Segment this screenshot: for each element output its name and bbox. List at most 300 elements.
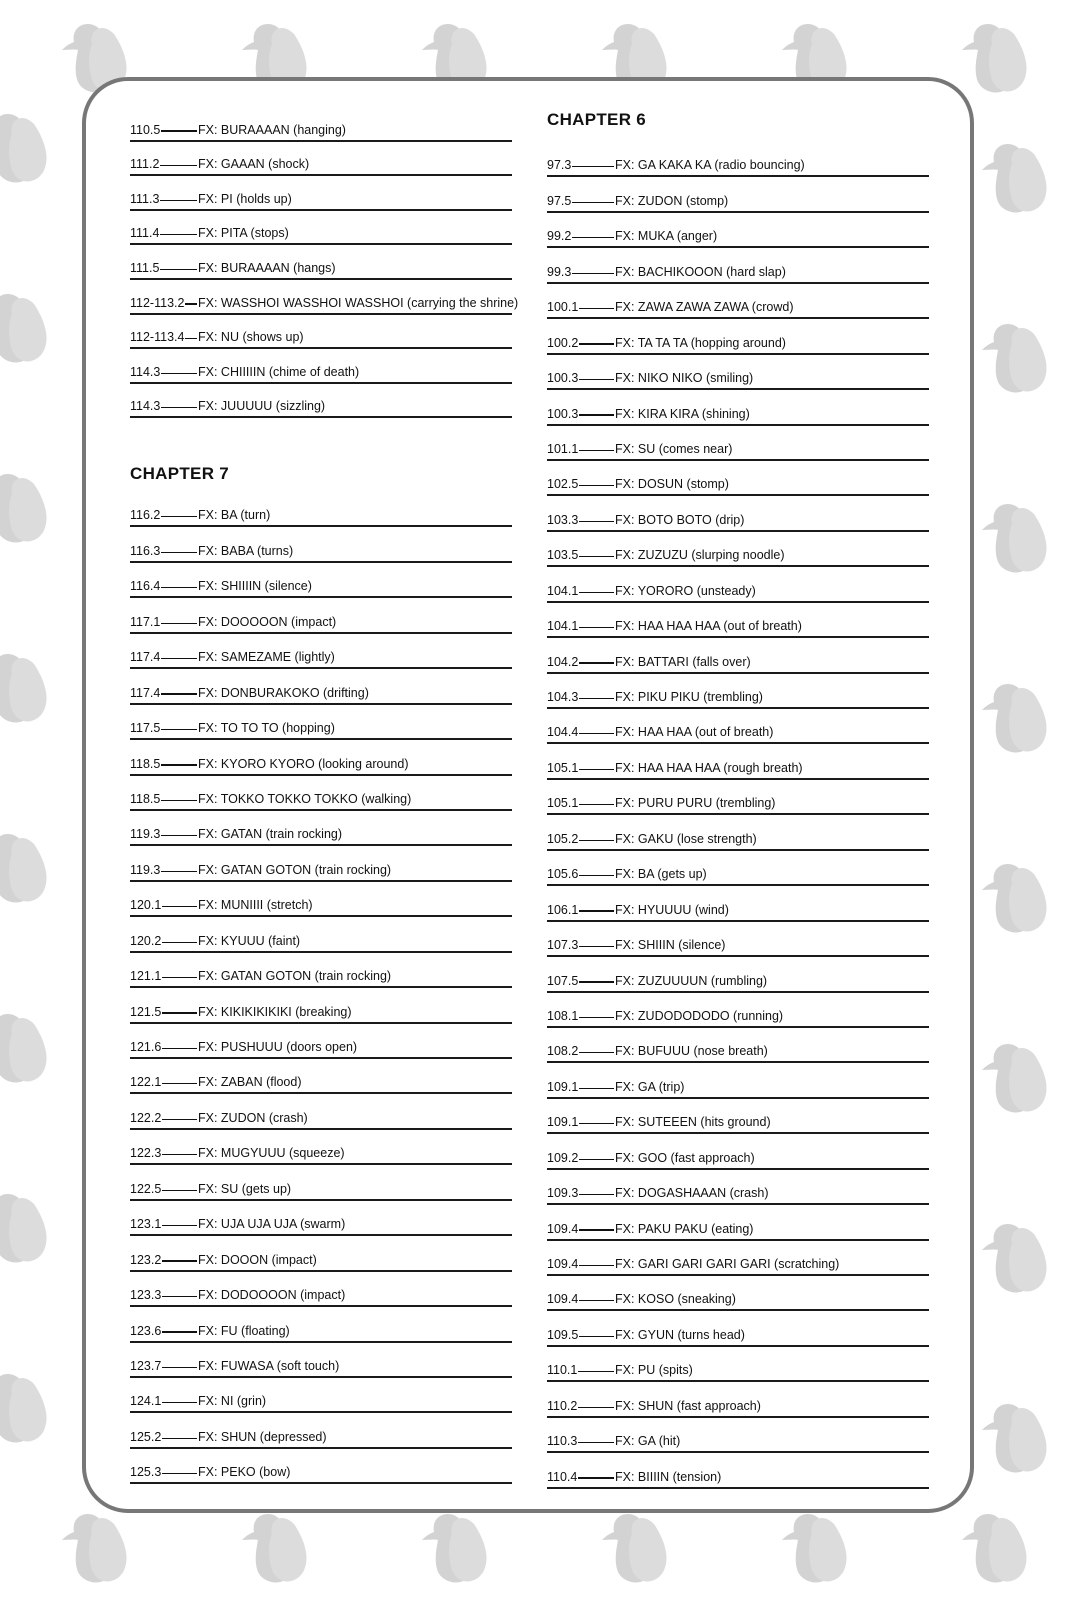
fx-entry bbox=[547, 922, 929, 957]
leader-dash bbox=[579, 910, 614, 911]
leader-dash bbox=[579, 769, 614, 770]
fx-page-ref: 110.1 bbox=[547, 1363, 578, 1378]
fx-entry bbox=[547, 1453, 929, 1488]
leader-dash bbox=[162, 1190, 197, 1191]
fx-page-ref: 117.4 bbox=[130, 650, 161, 665]
fx-description: FX: MUNIIII (stretch) bbox=[198, 898, 313, 913]
leader-dash bbox=[162, 942, 197, 943]
fx-entry bbox=[547, 1382, 929, 1417]
fx-description: FX: ZUDON (crash) bbox=[198, 1110, 308, 1125]
fx-entry bbox=[130, 527, 512, 562]
fx-description: FX: ZABAN (flood) bbox=[198, 1075, 302, 1090]
fx-page-ref: 109.4 bbox=[547, 1221, 579, 1236]
leader-dash bbox=[162, 1012, 197, 1013]
chapter6-continued-list bbox=[130, 107, 519, 418]
fx-entry bbox=[130, 705, 512, 740]
chapter7-list bbox=[130, 492, 512, 1484]
fx-entry bbox=[130, 211, 512, 246]
fx-description: FX: GATAN GOTON (train rocking) bbox=[198, 862, 392, 877]
fx-description: FX: HAA HAA (out of breath) bbox=[615, 725, 774, 740]
fx-description: FX: UJA UJA UJA (swarm) bbox=[198, 1217, 346, 1232]
fx-entry bbox=[130, 349, 512, 384]
fx-page-ref: 109.1 bbox=[547, 1079, 579, 1094]
fx-entry bbox=[547, 461, 929, 496]
fx-entry bbox=[130, 492, 512, 527]
fx-entry bbox=[130, 1094, 512, 1129]
fx-page-ref: 105.2 bbox=[547, 831, 579, 846]
leader-dash bbox=[572, 202, 614, 203]
fx-page-ref: 123.6 bbox=[130, 1323, 162, 1338]
fx-entry bbox=[547, 142, 929, 177]
leader-dash bbox=[578, 1407, 614, 1408]
leader-dash bbox=[579, 698, 614, 699]
fx-entry bbox=[130, 740, 512, 775]
fx-entry bbox=[547, 496, 929, 531]
leader-dash bbox=[160, 269, 197, 270]
leader-dash bbox=[579, 1052, 614, 1053]
fx-description: FX: KIRA KIRA (shining) bbox=[615, 406, 750, 421]
fx-page-ref: 108.1 bbox=[547, 1008, 579, 1023]
fx-page-ref: 111.2 bbox=[130, 157, 160, 172]
fx-page-ref: 111.4 bbox=[130, 226, 160, 241]
fx-page-ref: 110.2 bbox=[547, 1398, 578, 1413]
fx-page-ref: 99.2 bbox=[547, 229, 572, 244]
leader-dash bbox=[572, 166, 614, 167]
fx-entry bbox=[130, 1130, 512, 1165]
fx-page-ref: 105.1 bbox=[547, 760, 579, 775]
fx-page-ref: 110.4 bbox=[547, 1469, 578, 1484]
leader-dash bbox=[161, 658, 197, 659]
fx-description: FX: GA (hit) bbox=[615, 1434, 681, 1449]
leader-dash bbox=[579, 840, 614, 841]
leader-dash bbox=[572, 273, 614, 274]
leader-dash bbox=[162, 977, 197, 978]
leader-dash bbox=[162, 1260, 197, 1261]
fx-page-ref: 116.2 bbox=[130, 508, 161, 523]
leader-dash bbox=[579, 592, 614, 593]
fx-page-ref: 122.2 bbox=[130, 1110, 162, 1125]
fx-entry bbox=[547, 780, 929, 815]
leader-dash bbox=[578, 1371, 614, 1372]
fx-page-ref: 117.4 bbox=[130, 685, 161, 700]
fx-description: FX: ZUZUZU (slurping noodle) bbox=[615, 548, 785, 563]
leader-dash bbox=[161, 407, 197, 408]
leader-dash bbox=[161, 729, 197, 730]
fx-page-ref: 121.1 bbox=[130, 969, 162, 984]
leader-dash bbox=[160, 165, 197, 166]
fx-entry bbox=[547, 1418, 929, 1453]
fx-description: FX: PITA (stops) bbox=[198, 226, 289, 241]
fx-page-ref: 100.3 bbox=[547, 371, 579, 386]
leader-dash bbox=[162, 1473, 197, 1474]
leader-dash bbox=[160, 200, 197, 201]
fx-description: FX: HYUUUU (wind) bbox=[615, 902, 729, 917]
fx-page-ref: 97.5 bbox=[547, 193, 572, 208]
fx-entry bbox=[547, 390, 929, 425]
fx-page-ref: 105.1 bbox=[547, 796, 579, 811]
leader-dash bbox=[579, 1194, 614, 1195]
fx-description: FX: YORORO (unsteady) bbox=[615, 583, 756, 598]
fx-description: FX: BURAAAAN (hangs) bbox=[198, 260, 336, 275]
fx-entry bbox=[547, 1170, 929, 1205]
fx-description: FX: ZUDON (stomp) bbox=[615, 193, 729, 208]
fx-entry bbox=[547, 1099, 929, 1134]
fx-description: FX: DONBURAKOKO (drifting) bbox=[198, 685, 369, 700]
leader-dash bbox=[579, 1088, 614, 1089]
leader-dash bbox=[161, 764, 197, 765]
fx-page-ref: 117.1 bbox=[130, 614, 161, 629]
fx-description: FX: MUKA (anger) bbox=[615, 229, 718, 244]
leader-dash bbox=[572, 237, 614, 238]
fx-description: FX: DOOOOON (impact) bbox=[198, 614, 337, 629]
leader-dash bbox=[162, 1367, 197, 1368]
fx-description: FX: BIIIIN (tension) bbox=[615, 1469, 722, 1484]
fx-page-ref: 100.1 bbox=[547, 300, 579, 315]
fx-description: FX: ZUDODODODO (running) bbox=[615, 1008, 784, 1023]
fx-entry bbox=[547, 248, 929, 283]
fx-entry bbox=[547, 957, 929, 992]
fx-entry bbox=[130, 1449, 512, 1484]
leader-dash bbox=[579, 1265, 614, 1266]
fx-page-ref: 119.3 bbox=[130, 827, 161, 842]
leader-dash bbox=[579, 662, 614, 663]
fx-page-ref: 103.5 bbox=[547, 548, 579, 563]
fx-entry bbox=[547, 1028, 929, 1063]
fx-entry bbox=[547, 674, 929, 709]
fx-entry bbox=[547, 1276, 929, 1311]
fx-entry bbox=[130, 315, 512, 350]
fx-page-ref: 104.3 bbox=[547, 690, 579, 704]
fx-page-ref: 119.3 bbox=[130, 862, 161, 877]
fx-entry bbox=[130, 669, 512, 704]
fx-entry bbox=[547, 815, 929, 850]
fx-entry bbox=[130, 598, 512, 633]
leader-dash bbox=[579, 521, 614, 522]
fx-description: FX: BA (turn) bbox=[198, 508, 271, 523]
fx-description: FX: HAA HAA HAA (rough breath) bbox=[615, 760, 803, 775]
leader-dash bbox=[162, 906, 197, 907]
fx-description: FX: BA (gets up) bbox=[615, 867, 707, 882]
fx-page-ref: 118.5 bbox=[130, 791, 161, 806]
fx-description: FX: DOSUN (stomp) bbox=[615, 477, 729, 492]
fx-description: FX: PEKO (bow) bbox=[198, 1465, 291, 1480]
fx-page-ref: 112-113.2 bbox=[130, 295, 185, 310]
fx-page-ref: 99.3 bbox=[547, 264, 572, 279]
leader-dash bbox=[160, 234, 197, 235]
fx-page-ref: 123.1 bbox=[130, 1217, 162, 1232]
fx-description: FX: SU (gets up) bbox=[198, 1181, 292, 1196]
fx-entry bbox=[130, 917, 512, 952]
fx-description: FX: GYUN (turns head) bbox=[615, 1327, 745, 1342]
leader-dash bbox=[161, 800, 197, 801]
fx-page-ref: 109.4 bbox=[547, 1292, 579, 1307]
fx-entry bbox=[547, 532, 929, 567]
fx-entry bbox=[130, 811, 512, 846]
fx-page-ref: 104.1 bbox=[547, 583, 579, 598]
fx-description: FX: GAAAN (shock) bbox=[198, 157, 310, 172]
leader-dash bbox=[162, 1048, 197, 1049]
leader-dash bbox=[185, 338, 197, 339]
leader-dash bbox=[578, 1442, 614, 1443]
fx-description: FX: MUGYUUU (squeeze) bbox=[198, 1146, 345, 1161]
fx-entry bbox=[130, 1413, 512, 1448]
leader-dash bbox=[579, 379, 614, 380]
leader-dash bbox=[578, 1477, 614, 1478]
fx-description: FX: DOGASHAAAN (crash) bbox=[615, 1186, 769, 1201]
leader-dash bbox=[161, 130, 197, 131]
leader-dash bbox=[161, 871, 197, 872]
leader-dash bbox=[579, 450, 614, 451]
fx-entry bbox=[130, 1236, 512, 1271]
leader-dash bbox=[579, 414, 614, 415]
fx-description: FX: BUFUUU (nose breath) bbox=[615, 1044, 768, 1059]
fx-page-ref: 122.1 bbox=[130, 1075, 162, 1090]
fx-page-ref: 112-113.4 bbox=[130, 330, 185, 345]
leader-dash bbox=[579, 804, 614, 805]
fx-entry bbox=[130, 142, 512, 177]
fx-entry bbox=[547, 213, 929, 248]
fx-description: FX: KYORO KYORO (looking around) bbox=[198, 756, 409, 771]
fx-description: FX: PIKU PIKU (trembling) bbox=[615, 690, 763, 704]
fx-entry bbox=[130, 1272, 512, 1307]
fx-page-ref: 109.4 bbox=[547, 1257, 579, 1271]
fx-description: FX: SUTEEEN (hits ground) bbox=[615, 1115, 771, 1130]
fx-description: FX: HAA HAA HAA (out of breath) bbox=[615, 619, 802, 634]
fx-description: FX: GATAN (train rocking) bbox=[198, 827, 343, 842]
fx-page-ref: 97.3 bbox=[547, 158, 572, 173]
leader-dash bbox=[162, 1296, 197, 1297]
leader-dash bbox=[579, 556, 614, 557]
fx-entry bbox=[130, 245, 512, 280]
fx-description: FX: PI (holds up) bbox=[198, 191, 292, 206]
chapter6-list bbox=[547, 142, 929, 1489]
fx-page-ref: 123.7 bbox=[130, 1358, 162, 1373]
fx-page-ref: 107.5 bbox=[547, 973, 579, 988]
fx-page-ref: 109.1 bbox=[547, 1115, 579, 1130]
fx-entry bbox=[130, 1165, 512, 1200]
fx-description: FX: GA KAKA KA (radio bouncing) bbox=[615, 158, 805, 173]
fx-entry bbox=[547, 319, 929, 354]
fx-page-ref: 103.3 bbox=[547, 512, 579, 527]
leader-dash bbox=[579, 1336, 614, 1337]
fx-page-ref: 109.5 bbox=[547, 1327, 579, 1342]
fx-description: FX: TOKKO TOKKO TOKKO (walking) bbox=[198, 791, 412, 806]
fx-description: FX: ZAWA ZAWA ZAWA (crowd) bbox=[615, 300, 794, 315]
fx-entry bbox=[130, 563, 512, 598]
fx-entry bbox=[130, 634, 512, 669]
leader-dash bbox=[579, 1229, 614, 1230]
fx-page-ref: 111.3 bbox=[130, 191, 160, 206]
fx-description: FX: GA (trip) bbox=[615, 1079, 685, 1094]
fx-page-ref: 118.5 bbox=[130, 756, 161, 771]
leader-dash bbox=[162, 1402, 197, 1403]
fx-entry bbox=[130, 846, 512, 881]
fx-page-ref: 122.3 bbox=[130, 1146, 162, 1161]
fx-description: FX: DOOON (impact) bbox=[198, 1252, 317, 1267]
chapter7-heading: CHAPTER 7 bbox=[130, 464, 230, 483]
fx-page-ref: 123.3 bbox=[130, 1288, 162, 1303]
leader-dash bbox=[579, 627, 614, 628]
leader-dash bbox=[162, 1154, 197, 1155]
fx-page-ref: 108.2 bbox=[547, 1044, 579, 1059]
fx-description: FX: PUSHUUU (doors open) bbox=[198, 1040, 358, 1054]
fx-entry bbox=[547, 1205, 929, 1240]
fx-description: FX: DODOOOON (impact) bbox=[198, 1288, 346, 1303]
fx-page-ref: 117.5 bbox=[130, 721, 161, 736]
fx-description: FX: TA TA TA (hopping around) bbox=[615, 335, 786, 350]
fx-description: FX: SHUN (fast approach) bbox=[615, 1398, 761, 1413]
fx-description: FX: PU (spits) bbox=[615, 1363, 693, 1378]
fx-page-ref: 109.3 bbox=[547, 1186, 579, 1201]
fx-entry bbox=[130, 280, 519, 315]
fx-entry bbox=[130, 1024, 512, 1059]
fx-entry bbox=[130, 107, 512, 142]
fx-entry bbox=[547, 1063, 929, 1098]
fx-description: FX: PURU PURU (trembling) bbox=[615, 796, 776, 811]
leader-dash bbox=[579, 946, 614, 947]
fx-page-ref: 114.3 bbox=[130, 399, 161, 414]
fx-entry bbox=[130, 176, 512, 211]
fx-description: FX: SHUN (depressed) bbox=[198, 1429, 327, 1444]
fx-page-ref: 102.5 bbox=[547, 477, 579, 492]
leader-dash bbox=[161, 373, 197, 374]
fx-entry bbox=[547, 567, 929, 602]
leader-dash bbox=[161, 623, 197, 624]
fx-description: FX: SHIIIIN (silence) bbox=[198, 579, 312, 594]
leader-dash bbox=[161, 693, 197, 694]
fx-entry bbox=[547, 1347, 929, 1382]
fx-description: FX: CHIIIIIN (chime of death) bbox=[198, 364, 360, 379]
leader-dash bbox=[162, 1225, 197, 1226]
fx-entry bbox=[547, 426, 929, 461]
leader-dash bbox=[161, 835, 197, 836]
fx-entry bbox=[130, 988, 512, 1023]
leader-dash bbox=[579, 1017, 614, 1018]
fx-description: FX: FUWASA (soft touch) bbox=[198, 1358, 340, 1373]
leader-dash bbox=[162, 1119, 197, 1120]
fx-page-ref: 120.2 bbox=[130, 933, 162, 948]
leader-dash bbox=[579, 1300, 614, 1301]
fx-description: FX: NI (grin) bbox=[198, 1394, 267, 1409]
leader-dash bbox=[162, 1083, 197, 1084]
leader-dash bbox=[579, 981, 614, 982]
fx-entry bbox=[130, 882, 512, 917]
fx-page-ref: 110.3 bbox=[547, 1434, 578, 1449]
fx-page-ref: 125.2 bbox=[130, 1429, 162, 1444]
leader-dash bbox=[161, 552, 197, 553]
fx-page-ref: 107.3 bbox=[547, 938, 579, 953]
fx-entry bbox=[130, 776, 512, 811]
fx-entry bbox=[547, 993, 929, 1028]
leader-dash bbox=[161, 516, 197, 517]
fx-page-ref: 100.2 bbox=[547, 335, 579, 350]
fx-entry bbox=[547, 1134, 929, 1169]
fx-page-ref: 110.5 bbox=[130, 122, 161, 137]
fx-description: FX: BATTARI (falls over) bbox=[615, 654, 751, 669]
fx-entry bbox=[130, 384, 512, 419]
fx-description: FX: ZUZUUUUN (rumbling) bbox=[615, 973, 768, 988]
fx-page-ref: 109.2 bbox=[547, 1150, 579, 1165]
fx-entry bbox=[547, 638, 929, 673]
fx-description: FX: KOSO (sneaking) bbox=[615, 1292, 736, 1307]
fx-page-ref: 116.4 bbox=[130, 579, 161, 594]
leader-dash bbox=[579, 485, 614, 486]
fx-entry bbox=[547, 709, 929, 744]
fx-entry bbox=[547, 284, 929, 319]
fx-description: FX: BACHIKOOON (hard slap) bbox=[615, 264, 786, 279]
fx-description: FX: JUUUUU (sizzling) bbox=[198, 399, 326, 414]
fx-description: FX: GOO (fast approach) bbox=[615, 1150, 755, 1165]
fx-entry bbox=[547, 1241, 929, 1276]
fx-description: FX: BOTO BOTO (drip) bbox=[615, 512, 745, 527]
leader-dash bbox=[162, 1438, 197, 1439]
fx-description: FX: KYUUU (faint) bbox=[198, 933, 301, 948]
fx-page-ref: 104.1 bbox=[547, 619, 579, 634]
fx-entry bbox=[130, 1307, 512, 1342]
fx-page-ref: 105.6 bbox=[547, 867, 579, 882]
fx-page-ref: 104.4 bbox=[547, 725, 579, 740]
fx-entry bbox=[547, 851, 929, 886]
fx-description: FX: SAMEZAME (lightly) bbox=[198, 650, 335, 665]
fx-page-ref: 100.3 bbox=[547, 406, 579, 421]
fx-page-ref: 104.2 bbox=[547, 654, 579, 669]
fx-page-ref: 101.1 bbox=[547, 441, 579, 456]
fx-description: FX: KIKIKIKIKIKI (breaking) bbox=[198, 1004, 352, 1019]
leader-dash bbox=[579, 1123, 614, 1124]
fx-entry bbox=[547, 355, 929, 390]
fx-entry bbox=[547, 744, 929, 779]
chapter6-heading: CHAPTER 6 bbox=[547, 110, 647, 129]
fx-description: FX: PAKU PAKU (eating) bbox=[615, 1221, 754, 1236]
fx-entry bbox=[547, 886, 929, 921]
fx-entry bbox=[547, 1311, 929, 1346]
fx-description: FX: TO TO TO (hopping) bbox=[198, 721, 335, 736]
fx-entry bbox=[130, 1059, 512, 1094]
fx-page-ref: 106.1 bbox=[547, 902, 579, 917]
fx-entry bbox=[547, 603, 929, 638]
leader-dash bbox=[579, 733, 614, 734]
fx-entry bbox=[130, 953, 512, 988]
fx-page-ref: 120.1 bbox=[130, 898, 162, 913]
fx-entry bbox=[130, 1378, 512, 1413]
fx-page-ref: 124.1 bbox=[130, 1394, 162, 1409]
fx-entry bbox=[130, 1201, 512, 1236]
fx-page-ref: 125.3 bbox=[130, 1465, 162, 1480]
fx-description: FX: BURAAAAN (hanging) bbox=[198, 122, 346, 137]
fx-entry bbox=[130, 1343, 512, 1378]
leader-dash bbox=[161, 587, 197, 588]
fx-description: FX: FU (floating) bbox=[198, 1323, 290, 1338]
fx-page-ref: 121.5 bbox=[130, 1004, 162, 1019]
fx-page-ref: 111.5 bbox=[130, 260, 160, 275]
fx-description: FX: NIKO NIKO (smiling) bbox=[615, 371, 754, 386]
fx-page-ref: 114.3 bbox=[130, 364, 161, 379]
leader-dash bbox=[579, 1159, 614, 1160]
leader-dash bbox=[579, 343, 614, 344]
leader-dash bbox=[162, 1331, 197, 1332]
fx-page-ref: 116.3 bbox=[130, 543, 161, 558]
fx-description: FX: GATAN GOTON (train rocking) bbox=[198, 969, 392, 984]
fx-description: FX: SU (comes near) bbox=[615, 441, 733, 456]
leader-dash bbox=[185, 303, 197, 304]
leader-dash bbox=[579, 875, 614, 876]
fx-entry bbox=[547, 177, 929, 212]
fx-description: FX: NU (shows up) bbox=[198, 330, 304, 345]
fx-description: FX: GAKU (lose strength) bbox=[615, 831, 757, 846]
fx-page-ref: 122.5 bbox=[130, 1181, 162, 1196]
fx-description: FX: BABA (turns) bbox=[198, 543, 294, 558]
fx-page-ref: 121.6 bbox=[130, 1040, 162, 1054]
